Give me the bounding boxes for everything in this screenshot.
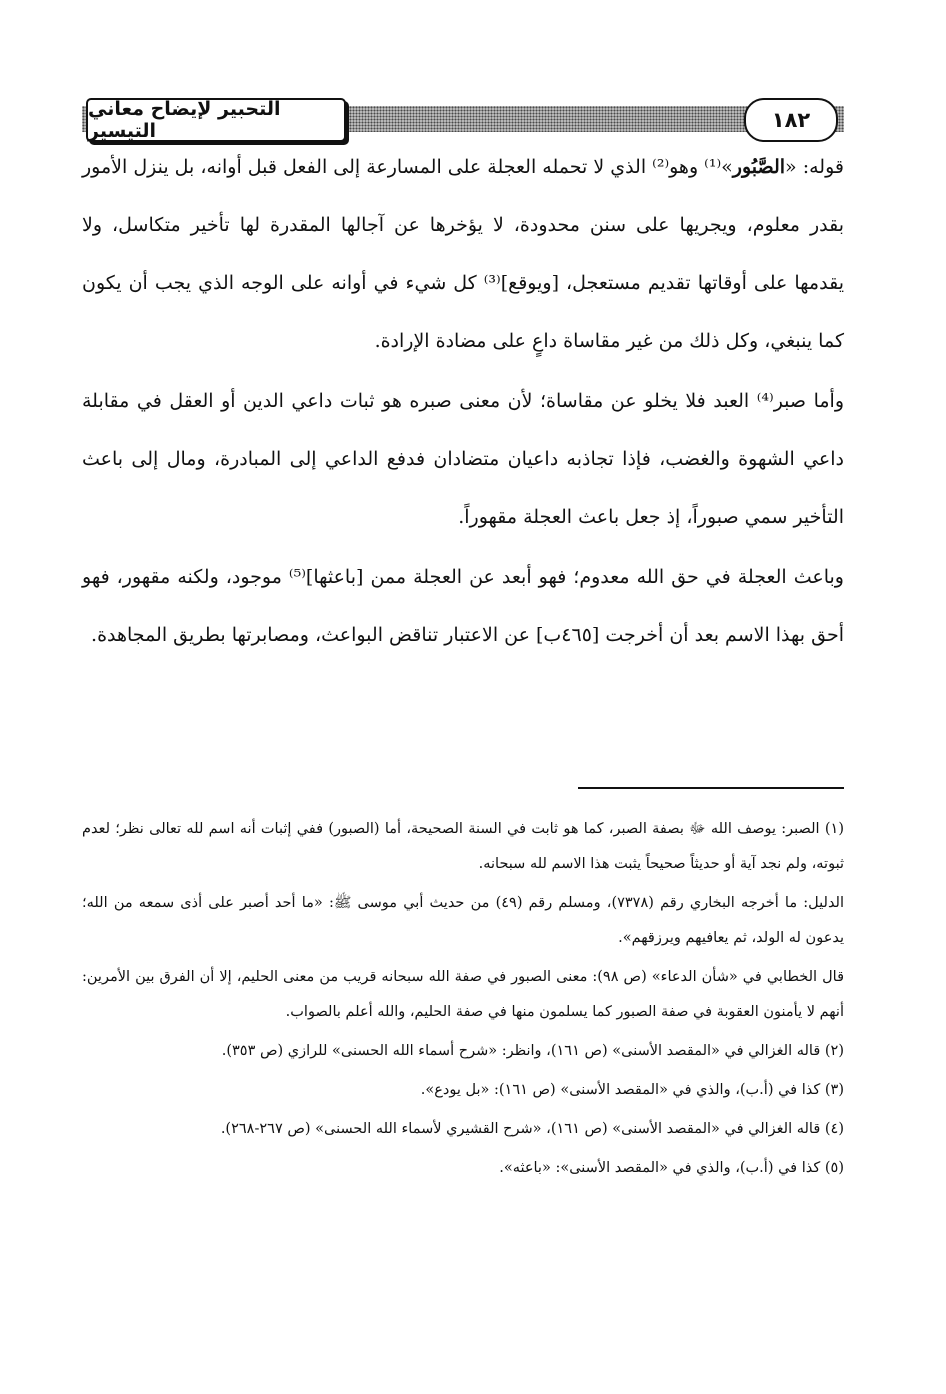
main-text: [82, 138, 844, 664]
footnote: (٤) قاله الغزالي في «المقصد الأسنى» (ص ١٦١)، «شرح القشيري لأسماء الله الحسنى» (ص ٢٦٧-٢٦٨).: [220, 1121, 844, 1137]
footnote: الدليل: ما أخرجه البخاري رقم (٧٣٧٨)، ومسلم رقم (٤٩) من حديث أبي موسى ﷺ: «ما أحد أصبر على أذى سمعه من الله؛ يدعون له الولد، ثم يعافيهم ويرزقهم».: [82, 895, 845, 946]
footnote: (١) الصبر: يوصف الله ﷻ بصفة الصبر، كما هو ثابت في السنة الصحيحة، أما (الصبور) ففي إثبات أنه اسم لله تعالى نظر؛ لعدم ثبوته، ولم نجد آية أو حديثاً صحيحاً يثبت هذا الاسم لله سبحانه.: [82, 821, 844, 872]
footnotes: [82, 812, 844, 1186]
running-title-text: التحبير لإيضاح معاني التيسير: [88, 98, 281, 142]
running-title: [86, 98, 346, 142]
footnote-divider: [578, 787, 844, 789]
footnote: (٥) كذا في (أ.ب)، والذي في «المقصد الأسنى»: «باعثه».: [499, 1160, 844, 1176]
page-number: [744, 98, 838, 142]
page-number-text: ١٨٢: [771, 108, 811, 132]
paragraph: وأما صبر⁽⁴⁾ العبد فلا يخلو عن مقاساة؛ لأن معنى صبره هو ثبات داعي الدين أو العقل في مقابلة داعي الشهوة والغضب، فإذا تجاذبه داعيان متضادان فدفع الداعي إلى المبادرة، ومال إلى باعث التأخير سمي صبوراً، إذ جعل باعث العجلة مقهوراً.: [82, 390, 844, 528]
paragraph-lead: قوله: «: [785, 156, 844, 178]
term-marker: الصَّبُور: [732, 156, 786, 178]
paragraph: وباعث العجلة في حق الله معدوم؛ فهو أبعد عن العجلة ممن [باعثها]⁽⁵⁾ موجود، ولكنه مقهور، فهو أحق بهذا الاسم بعد أن أخرجت [٤٦٥ب] عن الاعتبار تناقض البواعث، ومصابرتها بطريق المجاهدة.: [82, 566, 844, 646]
footnote: (٢) قاله الغزالي في «المقصد الأسنى» (ص ١٦١)، وانظر: «شرح أسماء الله الحسنى» للرازي (ص ٣٥٣).: [221, 1043, 844, 1059]
footnote: (٣) كذا في (أ.ب)، والذي في «المقصد الأسنى» (ص ١٦١): «بل يودع».: [420, 1082, 844, 1098]
footnote: قال الخطابي في «شأن الدعاء» (ص ٩٨): معنى الصبور في صفة الله سبحانه قريب من معنى الحليم، إلا أن الفرق بين الأمرين: أنهم لا يأمنون العقوبة في صفة الصبور كما يسلمون منها في صفة الحليم، والله أعلم بالصواب.: [82, 969, 844, 1020]
paragraph: [82, 138, 844, 370]
paragraph-rest: »⁽¹⁾ وهو⁽²⁾ الذي لا تحمله العجلة على المسارعة إلى الفعل قبل أوانه، بل ينزل الأمور بقدر معلوم، ويجريها على سنن محدودة، لا يؤخرها عن آجالها المقدرة لها تأخير متكاسل، ولا يقدمها على أوقاتها تقديم مستعجل، [ويوقع]⁽³⁾ كل شيء في أوانه على الوجه الذي يجب أن يكون كما ينبغي، وكل ذلك من غير مقاساة داعٍ على مضادة الإرادة.: [82, 156, 844, 352]
